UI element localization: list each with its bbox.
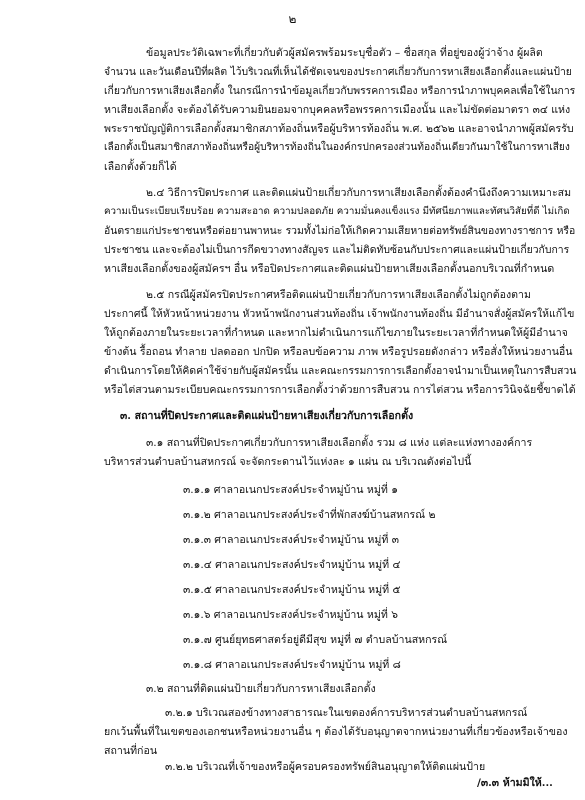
section-2-5-line: หรือไต่สวนตามระเบียบคณะกรรมการการเลือกตั้งว่าด้วยการสืบสวน การไต่สวน หรือการวินิจฉัยชี้ขาดได้: [104, 384, 576, 396]
location-item: ๓.๑.๕ ศาลาอเนกประสงค์ประจำหมู่บ้าน หมู่ที่ ๕: [183, 584, 401, 596]
section-3-1-line: ๓.๑ สถานที่ปิดประกาศเกี่ยวกับการหาเสียงเลือกตั้ง รวม ๘ แห่ง แต่ละแห่งทางองค์การ: [146, 437, 533, 449]
section-3-2-1-line: สถานที่ก่อน: [104, 745, 158, 757]
paragraph-line: เลือกตั้งเป็นสมาชิกสภาท้องถิ่นหรือผู้บริหารท้องถิ่นในองค์กรปกครองส่วนท้องถิ่นเดียวกันมาใช้ในการหาเสียง: [104, 142, 570, 153]
section-2-4-line: ความเป็นระเบียบเรียบร้อย ความสะอาด ความปลอดภัย ความมั่นคงแข็งแรง มีทัศนียภาพและทัศนวิสัยที่ดี ไม่เกิด: [104, 206, 570, 217]
location-item: ๓.๑.๔ ศาลาอเนกประสงค์ประจำหมู่บ้าน หมู่ที่ ๔: [183, 559, 401, 571]
section-2-4-line: ๒.๔ วิธีการปิดประกาศ และติดแผ่นป้ายเกี่ยวกับการหาเสียงเลือกตั้งต้องคำนึงถึงความเหมาะสม: [146, 187, 572, 199]
section-3-2-1-line: ๓.๒.๑ บริเวณสองข้างทางสาธารณะในเขตองค์การบริหารส่วนตำบลบ้านสหกรณ์: [165, 707, 528, 719]
location-item: ๓.๑.๖ ศาลาอเนกประสงค์ประจำหมู่บ้าน หมู่ที่ ๖: [183, 609, 398, 621]
paragraph-line: จำนวน และวันเดือนปีที่ผลิต ไว้บริเวณที่เห็นได้ชัดเจนของประกาศเกี่ยวกับการหาเสียงเลือกตั้งและแผ่นป้าย: [104, 66, 572, 78]
location-item: ๓.๑.๒ ศาลาอเนกประสงค์ประจำที่พักสงฆ์บ้านสหกรณ์ ๒: [183, 509, 436, 521]
section-2-4-line: อันตรายแก่ประชาชนหรือต่อยานพาหนะ รวมทั้งไม่ก่อให้เกิดความเสียหายต่อทรัพย์สินของทางราชการ หรือ: [104, 225, 576, 237]
paragraph-line: เลือกตั้งด้วยก็ได้: [104, 161, 177, 173]
location-item: ๓.๑.๓ ศาลาอเนกประสงค์ประจำหมู่บ้าน หมู่ที่ ๓: [183, 534, 399, 546]
section-2-5-line: ให้ถูกต้องภายในระยะเวลาที่กำหนด และหากไม่ดำเนินการแก้ไขภายในระยะเวลาที่กำหนดให้ผู้มีอำนาจ: [104, 327, 568, 339]
continuation-marker: /๓.๓ ห้ามมิให้...: [477, 777, 553, 789]
paragraph-line: ข้อมูลประวัติเฉพาะที่เกี่ยวกับตัวผู้สมัครพร้อมระบุชื่อตัว – ชื่อสกุล ที่อยู่ของผู้ว่าจ้าง ผู้ผลิต: [146, 47, 543, 59]
page-number: ๒: [288, 12, 297, 26]
location-item: ๓.๑.๘ ศาลาอเนกประสงค์ประจำหมู่บ้าน หมู่ที่ ๘: [183, 659, 401, 671]
section-3-2-heading: ๓.๒ สถานที่ติดแผ่นป้ายเกี่ยวกับการหาเสียงเลือกตั้ง: [146, 683, 376, 695]
paragraph-line: หาเสียงเลือกตั้ง จะต้องได้รับความยินยอมจากบุคคลหรือพรรคการเมืองนั้น และไม่ขัดต่อมาตรา ๓๔ แห่ง: [104, 104, 571, 116]
section-2-4-line: หาเสียงเลือกตั้งของผู้สมัครฯ อื่น หรือปิดประกาศและติดแผ่นป้ายหาเสียงเลือกตั้งนอกบริเวณที่กำหนด: [104, 263, 555, 275]
paragraph-line: เกี่ยวกับการหาเสียงเลือกตั้ง ในกรณีการนำข้อมูลเกี่ยวกับพรรคการเมือง หรือการนำภาพบุคคลเพื่อใช้ในการ: [104, 85, 576, 97]
section-2-4-line: ประชาชน และจะต้องไม่เป็นการกีดขวางทางสัญจร และไม่ติดทับซ้อนกับประกาศและแผ่นป้ายเกี่ยวกับการ: [104, 244, 570, 256]
section-2-5-line: ๒.๕ กรณีผู้สมัครปิดประกาศหรือติดแผ่นป้ายเกี่ยวกับการหาเสียงเลือกตั้งไม่ถูกต้องตาม: [146, 289, 531, 301]
location-item: ๓.๑.๑ ศาลาอเนกประสงค์ประจำหมู่บ้าน หมู่ที่ ๑: [183, 484, 398, 496]
section-2-5-line: ข้างต้น รื้อถอน ทำลาย ปลดออก ปกปิด หรือลบข้อความ ภาพ หรือรูปรอยดังกล่าว หรือสั่งให้หน่วยงานอื่น: [104, 346, 573, 358]
location-item: ๓.๑.๗ ศูนย์ยุทธศาสตร์อยู่ดีมีสุข หมู่ที่ ๗ ตำบลบ้านสหกรณ์: [183, 634, 448, 646]
section-2-5-line: ดำเนินการโดยให้คิดค่าใช้จ่ายกับผู้สมัครนั้น และคณะกรรมการการเลือกตั้งอาจนำมาเป็นเหตุในการสืบสวน: [104, 365, 577, 377]
section-3-2-2-line: ๓.๒.๒ บริเวณที่เจ้าของหรือผู้ครอบครองทรัพย์สินอนุญาตให้ติดแผ่นป้าย: [165, 761, 486, 773]
paragraph-line: พระราชบัญญัติการเลือกตั้งสมาชิกสภาท้องถิ่นหรือผู้บริหารท้องถิ่น พ.ศ. ๒๕๖๒ และอาจนำภาพผู้สมัครรับ: [104, 123, 574, 135]
section-3-2-1-line: ยกเว้นพื้นที่ในเขตของเอกชนหรือหน่วยงานอื่น ๆ ต้องได้รับอนุญาตจากหน่วยงานที่เกี่ยวข้องหรือเจ้าของ: [104, 726, 568, 738]
section-2-5-line: ประกาศนี้ ให้หัวหน้าหน่วยงาน หัวหน้าพนักงานส่วนท้องถิ่น เจ้าพนักงานท้องถิ่น มีอำนาจสั่งผู้สมัครให้แก้ไข: [104, 308, 575, 320]
section-3-1-line: บริหารส่วนตำบลบ้านสหกรณ์ จะจัดกระดานไว้แห่งละ ๑ แผ่น ณ บริเวณดังต่อไปนี้: [104, 456, 472, 468]
section-3-heading: ๓. สถานที่ปิดประกาศและติดแผ่นป้ายหาเสียงเกี่ยวกับการเลือกตั้ง: [120, 410, 414, 422]
